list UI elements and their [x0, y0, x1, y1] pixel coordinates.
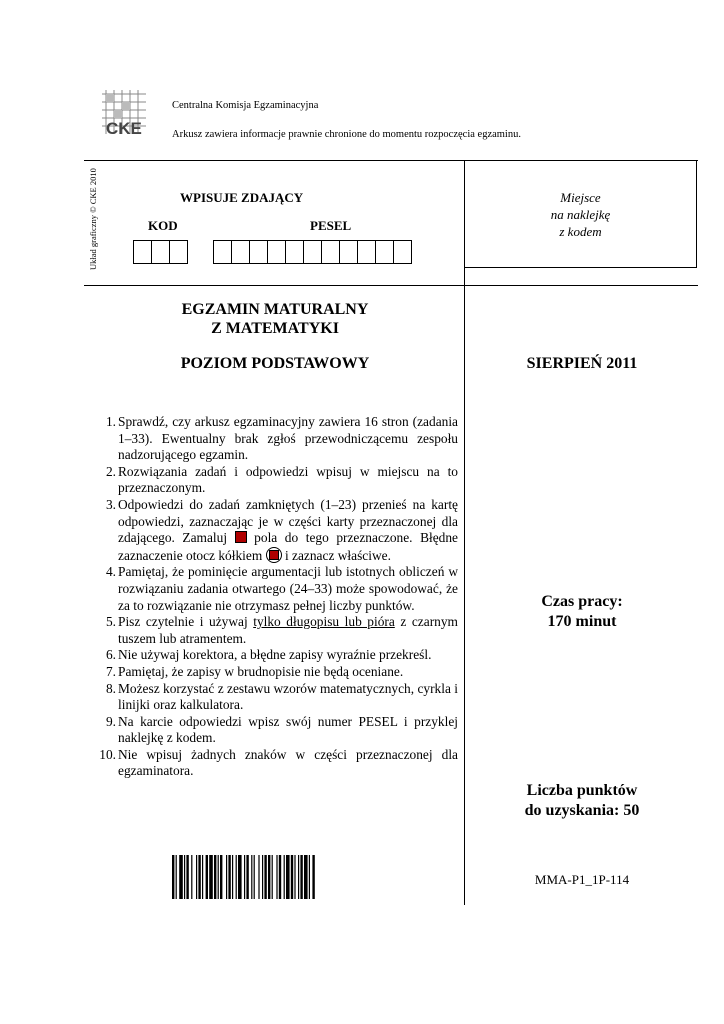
barcode-bar [218, 855, 219, 899]
exam-level: POZIOM PODSTAWOWY [180, 355, 370, 372]
barcode-bar [276, 855, 277, 899]
pesel-field[interactable] [213, 240, 411, 264]
barcode-bar [294, 855, 295, 899]
barcode-bar [238, 855, 242, 899]
barcode-icon [172, 855, 360, 899]
barcode-bar [209, 855, 213, 899]
time-label: Czas pracy: [541, 593, 623, 610]
organization-name: Centralna Komisja Egzaminacyjna [172, 100, 319, 111]
barcode-bar [262, 855, 263, 899]
cke-logo-icon [100, 88, 148, 138]
pesel-cell[interactable] [303, 240, 322, 264]
barcode-bar [196, 855, 197, 899]
list-item: 9. Na karcie odpowiedzi wpisz swój numer PESEL i przyklej naklejkę z kodem. [105, 713, 458, 746]
barcode-bar [244, 855, 245, 899]
list-item: 6. Nie używaj korektora, a błędne zapisy wyraźnie przekreśl. [105, 647, 432, 663]
barcode-bar [264, 855, 266, 899]
sticker-line-2: na naklejkę [550, 207, 611, 222]
time-value: 170 minut [547, 613, 617, 630]
barcode-bar [291, 855, 293, 899]
list-item: 5. Pisz czytelnie i używaj tylko długopisu lub pióra z czarnym tuszem lub atramentem. [105, 614, 458, 646]
barcode-bar [272, 855, 273, 899]
barcode-bar [258, 855, 259, 899]
instructions-list [94, 414, 458, 780]
barcode-bar [186, 855, 188, 899]
student-section-title: WPISUJE ZDAJĄCY [180, 190, 304, 205]
barcode-bar [279, 855, 281, 899]
list-item: 8. Możesz korzystać z zestawu wzorów matematycznych, cyrkla i linijki oraz kalkulatora. [105, 680, 458, 713]
points-value: do uzyskania: 50 [524, 802, 640, 819]
pesel-cell[interactable] [339, 240, 358, 264]
barcode-bar [284, 855, 285, 899]
list-item: 10. Nie wpisuj żadnych znaków w części przeznaczonej dla egzaminatora. [99, 746, 458, 779]
circled-square-icon [266, 547, 282, 563]
list-item: 1. Sprawdź, czy arkusz egzaminacyjny zawiera 16 stron (zadania 1–33). Ewentualny brak zgłoś przewodniczącemu zespołu nadzorującego egzamin. [105, 414, 458, 463]
list-item: 7. Pamiętaj, że zapisy w brudnopisie nie będą oceniane. [105, 663, 404, 679]
kod-cell[interactable] [133, 240, 152, 264]
kod-label: KOD [148, 218, 178, 233]
kod-cell[interactable] [169, 240, 188, 264]
exam-session: SIERPIEŃ 2011 [526, 355, 638, 372]
barcode-bar [232, 855, 233, 899]
barcode-bar [184, 855, 185, 899]
pesel-cell[interactable] [285, 240, 304, 264]
points-label: Liczba punktów [526, 782, 638, 799]
barcode-bar [309, 855, 310, 899]
confidential-notice: Arkusz zawiera informacje prawnie chronione do momentu rozpoczęcia egzaminu. [172, 129, 521, 140]
sheet-code: MMA-P1_1P-114 [534, 872, 630, 887]
pesel-cell[interactable] [375, 240, 394, 264]
barcode-bar [300, 855, 302, 899]
copyright-note: Układ graficzny © CKE 2010 [88, 168, 98, 270]
exam-title [90, 300, 460, 338]
barcode-bar [226, 855, 227, 899]
kod-cell[interactable] [151, 240, 170, 264]
pesel-cell[interactable] [213, 240, 232, 264]
pesel-cell[interactable] [357, 240, 376, 264]
barcode-bar [176, 855, 177, 899]
barcode-bar [220, 855, 222, 899]
barcode-bar [236, 855, 237, 899]
filled-square-icon [235, 531, 247, 543]
barcode-bar [214, 855, 216, 899]
barcode-bar [268, 855, 270, 899]
pesel-cell[interactable] [321, 240, 340, 264]
barcode-bar [228, 855, 230, 899]
barcode-bar [304, 855, 308, 899]
sticker-line-1: Miejsce [560, 190, 601, 205]
barcode-bar [312, 855, 314, 899]
barcode-bar [206, 855, 208, 899]
middle-rule [84, 285, 698, 286]
barcode-bar [254, 855, 255, 899]
barcode-bar [191, 855, 192, 899]
barcode-bar [286, 855, 290, 899]
barcode-bar [298, 855, 299, 899]
pesel-cell[interactable] [231, 240, 250, 264]
list-item: 2. Rozwiązania zadań i odpowiedzi wpisuj w miejscu na to przeznaczonym. [105, 463, 458, 496]
time-info [466, 592, 698, 632]
svg-text:CKE: CKE [106, 119, 142, 138]
list-item: 4. Pamiętaj, że pominięcie argumentacji lub istotnych obliczeń w rozwiązaniu zadania otwartego (24–33) może spowodować, że za to rozwiązanie nie otrzymasz pełnej liczby punktów. [105, 564, 458, 613]
exam-title-line-2: Z MATEMATYKI [211, 320, 339, 337]
column-divider [464, 160, 465, 905]
barcode-bar [202, 855, 203, 899]
list-item: 3. Odpowiedzi do zadań zamkniętych (1–23) przenieś na kartę odpowiedzi, zaznaczając je w części karty przeznaczonej dla zdającego. Zamaluj pola do tego przeznaczone. Błędne zaznaczenie otocz kółkiem i zaznacz właściwe. [105, 496, 458, 563]
barcode-bar [246, 855, 248, 899]
points-info [466, 781, 698, 821]
barcode-bar [172, 855, 174, 899]
sticker-line-3: z kodem [559, 224, 602, 239]
kod-field[interactable] [133, 240, 187, 264]
pesel-label: PESEL [310, 218, 352, 233]
pesel-cell[interactable] [267, 240, 286, 264]
exam-title-line-1: EGZAMIN MATURALNY [181, 301, 369, 318]
barcode-bar [198, 855, 200, 899]
pesel-cell[interactable] [249, 240, 268, 264]
sticker-box [464, 160, 697, 268]
barcode-bar [179, 855, 183, 899]
barcode-bar [251, 855, 252, 899]
pesel-cell[interactable] [393, 240, 412, 264]
